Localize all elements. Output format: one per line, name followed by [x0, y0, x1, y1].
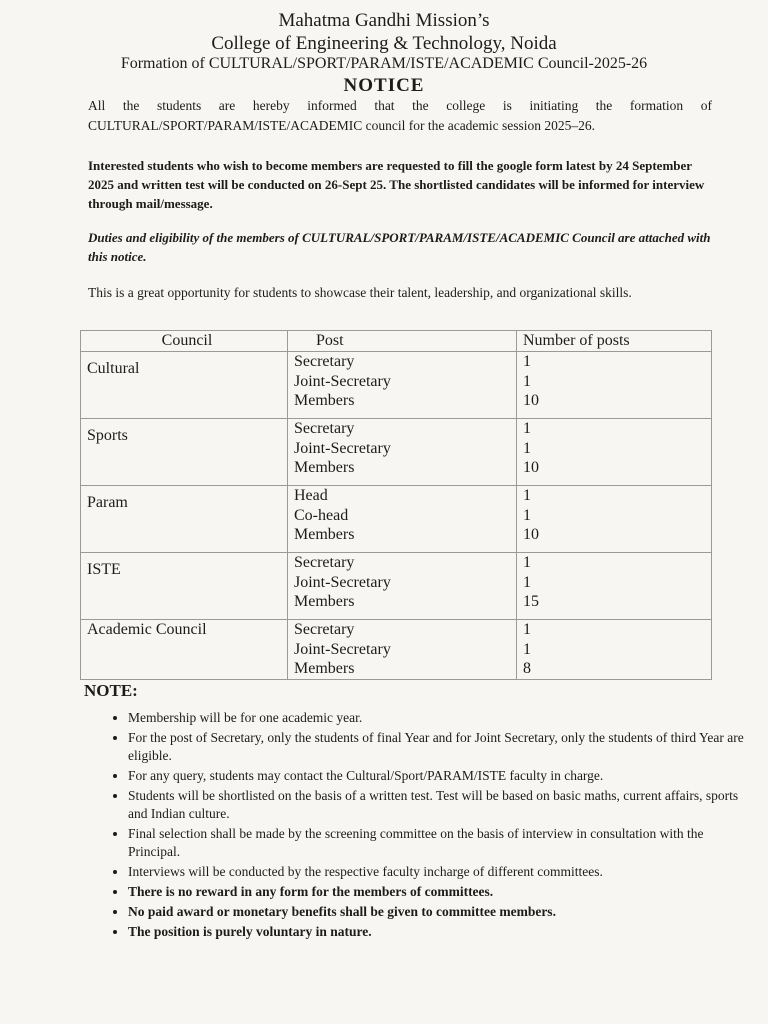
post-name: Co-head [294, 506, 349, 524]
post-count: 1 [523, 487, 531, 504]
table-row [81, 553, 712, 620]
post-name: Members [294, 459, 355, 476]
notice-title: NOTICE [343, 75, 425, 96]
post-name: Secretary [294, 554, 355, 571]
count-cell [517, 486, 712, 553]
count-cell [517, 553, 712, 620]
table-header-row [81, 331, 712, 352]
header-number: Number of posts [517, 331, 712, 352]
post-name: Members [294, 660, 355, 677]
note-item: • The position is purely voluntary in nature. [128, 923, 758, 941]
post-count: 1 [523, 554, 531, 571]
council-cell [81, 486, 288, 553]
council-cell [81, 620, 288, 680]
post-count: 1 [523, 640, 531, 658]
council-name: Param [87, 494, 128, 511]
post-name: Secretary [294, 353, 355, 370]
count-cell [517, 419, 712, 486]
council-name: ISTE [87, 561, 121, 578]
count-cell [517, 352, 712, 419]
council-cell [81, 352, 288, 419]
post-count: 1 [523, 439, 531, 457]
opportunity-paragraph: This is a great opportunity for students to showcase their talent, leadership, and organizational skills. [88, 285, 632, 300]
institution-parent: Mahatma Gandhi Mission’s [278, 10, 490, 31]
post-count: 10 [523, 526, 539, 543]
note-item: • Interviews will be conducted by the respective faculty incharge of different committees. [128, 863, 758, 881]
post-count: 10 [523, 392, 539, 409]
duties-paragraph: Duties and eligibility of the members of CULTURAL/SPORT/PARAM/ISTE/ACADEMIC Council are attached with this notice. [88, 230, 711, 264]
intro-line-2: CULTURAL/SPORT/PARAM/ISTE/ACADEMIC council for the academic session 2025–26. [88, 118, 596, 133]
post-cell [288, 553, 517, 620]
note-item: • Final selection shall be made by the screening committee on the basis of interview in consultation with the Principal. [128, 825, 758, 861]
post-cell [288, 620, 517, 680]
post-count: 1 [523, 420, 531, 437]
note-item: • There is no reward in any form for the members of committees. [128, 883, 758, 901]
note-item: • Students will be shortlisted on the basis of a written test. Test will be based on basic maths, current affairs, sports and Indian culture. [128, 787, 758, 823]
note-title: NOTE: [84, 681, 138, 700]
post-count: 15 [523, 593, 539, 610]
note-item: • No paid award or monetary benefits shall be given to committee members. [128, 903, 758, 921]
post-count: 1 [523, 372, 531, 390]
header-council: Council [81, 331, 288, 352]
post-count: 1 [523, 573, 531, 591]
post-name: Secretary [294, 420, 355, 437]
post-count: 1 [523, 506, 531, 524]
institution-name: College of Engineering & Technology, Noida [211, 33, 557, 54]
count-cell [517, 620, 712, 680]
post-name: Members [294, 392, 355, 409]
post-cell [288, 486, 517, 553]
post-cell [288, 419, 517, 486]
council-cell [81, 419, 288, 486]
council-name: Academic Council [87, 621, 207, 638]
intro-line-1: All the students are hereby informed that the college is initiating the formation of [88, 98, 712, 113]
post-count: 8 [523, 660, 531, 677]
post-count: 1 [523, 621, 531, 638]
table-row [81, 486, 712, 553]
note-item: • Membership will be for one academic year. [128, 709, 758, 727]
post-count: 1 [523, 353, 531, 370]
note-list [104, 709, 758, 943]
post-cell [288, 352, 517, 419]
post-name: Joint-Secretary [294, 640, 391, 658]
note-item: • For the post of Secretary, only the students of final Year and for Joint Secretary, only the students of third Year are eligible. [128, 729, 758, 765]
post-name: Joint-Secretary [294, 439, 391, 457]
application-paragraph: Interested students who wish to become members are requested to fill the google form latest by 24 September 2025 and written test will be conducted on 26-Sept 25. The shortlisted candidates will be informed for interview through mail/message. [88, 158, 705, 211]
council-posts-table [80, 330, 712, 680]
council-name: Sports [87, 427, 128, 444]
post-name: Members [294, 526, 355, 543]
intro-paragraph [88, 96, 712, 136]
post-count: 10 [523, 459, 539, 476]
council-cell [81, 553, 288, 620]
post-name: Joint-Secretary [294, 573, 391, 591]
post-name: Head [294, 487, 328, 504]
post-name: Secretary [294, 621, 355, 638]
table-row [81, 352, 712, 419]
note-item: • For any query, students may contact the Cultural/Sport/PARAM/ISTE faculty in charge. [128, 767, 758, 785]
post-name: Joint-Secretary [294, 372, 391, 390]
notice-subject: Formation of CULTURAL/SPORT/PARAM/ISTE/ACADEMIC Council-2025-26 [120, 55, 648, 72]
table-row [81, 620, 712, 680]
council-name: Cultural [87, 360, 140, 377]
table-row [81, 419, 712, 486]
header-post: Post [288, 331, 517, 352]
post-name: Members [294, 593, 355, 610]
